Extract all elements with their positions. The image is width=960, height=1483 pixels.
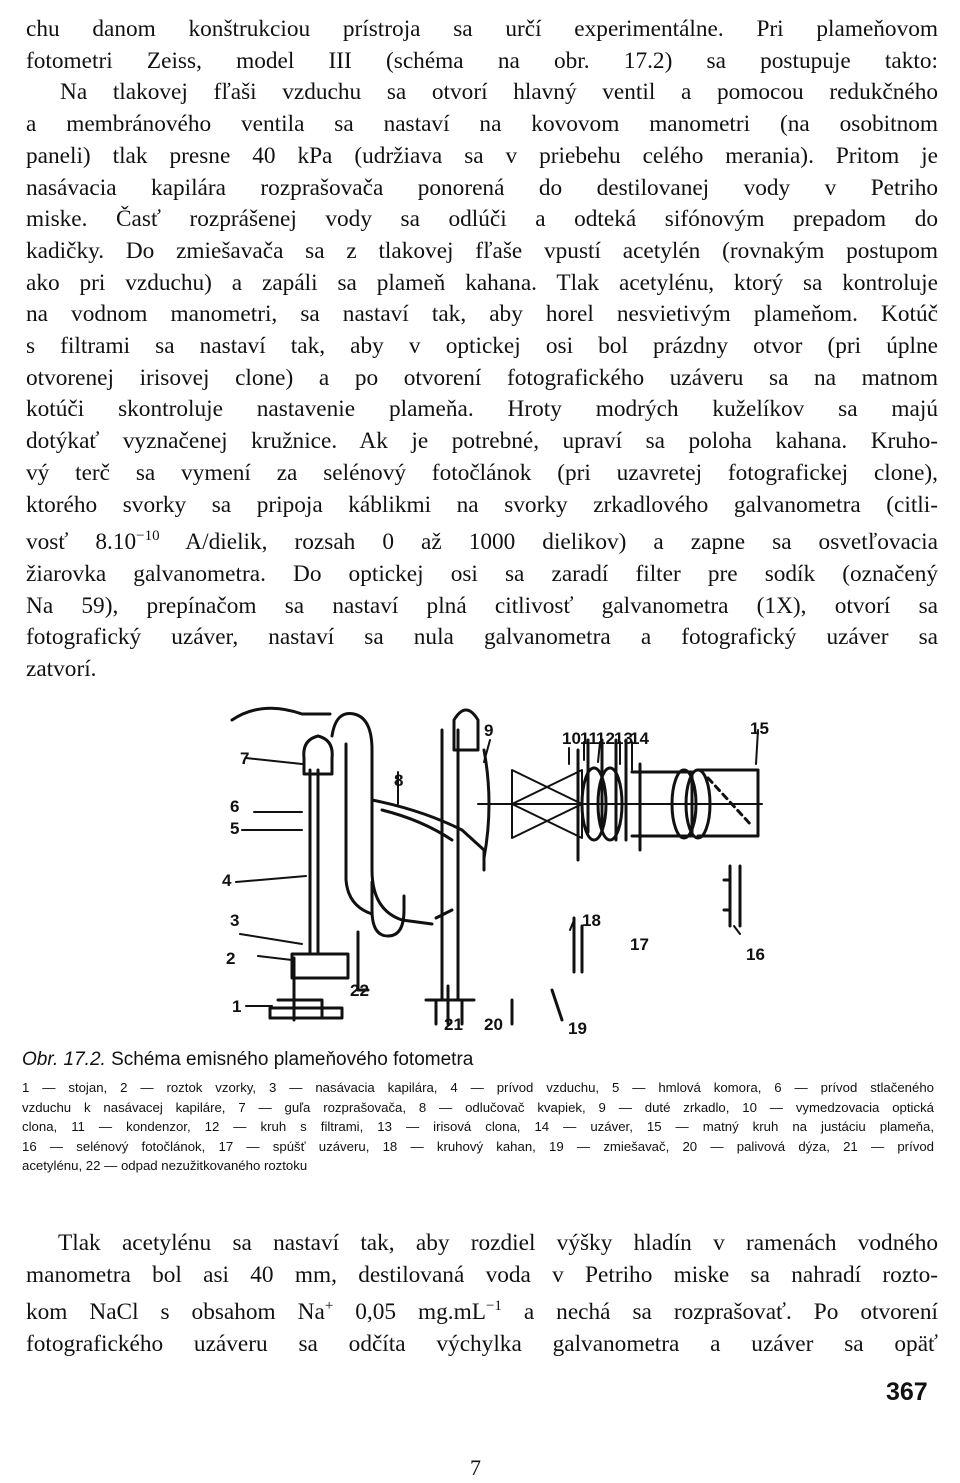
dashed-ray <box>708 778 752 826</box>
figure-label: 19 <box>568 1019 587 1038</box>
figure-label: 2 <box>226 949 236 968</box>
figure-label: 7 <box>240 749 250 768</box>
text-line: zatvorí. <box>26 656 97 683</box>
figure-label: 9 <box>484 721 494 740</box>
figure-label: 3 <box>230 911 240 930</box>
text-line: otvorenej irisovej clone) a po otvorení fotografického uzáveru sa na matnom <box>26 364 938 391</box>
sprayer-ball <box>304 736 332 774</box>
text-line: Na 59), prepínačom sa nastaví plná citlivosť galvanometra (1X), otvorí sa <box>26 592 938 619</box>
caption-legend-line: 16 — selénový fotočlánok, 17 — spúšť uzáveru, 18 — kruhový kahan, 19 — zmiešavač, 20 — palivová dýza, 21 — prívod <box>22 1138 934 1154</box>
figure-label: 18 <box>582 911 601 930</box>
body-paragraph-2 <box>26 1228 938 1361</box>
figure-label: 10 <box>562 729 581 748</box>
caption-title <box>22 1048 934 1072</box>
text-line: s filtrami sa nastaví tak, aby v optickej osi bol prázdny otvor (pri úplne <box>26 333 938 360</box>
text-line: na vodnom manometri, sa nastaví tak, aby horel nesvietivým plameňom. Kotúč <box>26 301 938 328</box>
caption-title-text: Schéma emisného plameňového fotometra <box>105 1049 474 1070</box>
separator <box>372 800 484 870</box>
text-line-with-superscripts <box>26 1291 938 1329</box>
burner-column <box>442 730 458 1000</box>
fog-chamber-inner <box>346 744 372 914</box>
text-line: fotometri Zeiss, model III (schéma na obr. 17.2) sa postupuje takto: <box>26 47 938 74</box>
figure-label: 5 <box>230 819 240 838</box>
caption-legend-line: vzduchu k nasávacej kapiláre, 7 — guľa rozprašovača, 8 — odlučovač kvapiek, 9 — duté zrkadlo, 10 — vymedzovacia optická <box>22 1099 934 1115</box>
superscript: −1 <box>485 1298 502 1315</box>
stand <box>270 958 342 1020</box>
figure-label: 12 <box>596 729 615 748</box>
caption-legend-line: acetylénu, 22 — odpad nezužitkovaného roztoku <box>22 1158 308 1173</box>
text-line: manometra bol asi 40 mm, destilovaná voda v Petriho miske sa nahradí rozto- <box>26 1261 938 1288</box>
text-line: ako pri vzduchu) a zapáli sa plameň kahana. Tlak acetylénu, ktorý sa kontroluje <box>26 269 938 296</box>
figure-label: 22 <box>350 981 369 1000</box>
sketch-line <box>232 708 330 720</box>
figure-label: 20 <box>484 1015 503 1034</box>
body-paragraph-1 <box>26 14 938 686</box>
figure-label: 21 <box>444 1015 463 1034</box>
text-line: fotografického uzáveru sa odčíta výchylka galvanometra a uzáver sa opäť <box>26 1331 938 1358</box>
siphon-tube <box>372 882 404 936</box>
figure-label: 6 <box>230 797 240 816</box>
figure-label: 13 <box>614 729 633 748</box>
figure-label: 11 <box>580 729 598 748</box>
caption-legend-line: clona, 11 — kondenzor, 12 — kruh s filtrami, 13 — irisová clona, 14 — uzáver, 15 — matný kruh na justáciu plameňa, <box>22 1119 934 1134</box>
text-line: kadičky. Do zmiešavača sa z tlakovej fľaše vpustí acetylén (rovnakým postupom <box>26 237 938 264</box>
text-fragment: vosť 8.10 <box>26 529 137 556</box>
text-line: dotýkať vyznačenej kružnice. Ak je potrebné, upraví sa poloha kahana. Kruho- <box>26 428 938 455</box>
caption-prefix: Obr. 17.2. <box>22 1049 106 1070</box>
page-number: 367 <box>886 1378 928 1406</box>
shutter-release <box>574 918 582 972</box>
text-line: nasávacia kapilára rozprašovača ponorená do destilovanej vody v Petriho <box>26 174 938 201</box>
photocell <box>724 866 740 926</box>
figure-label: 14 <box>630 729 649 748</box>
text-fragment: 0,05 mg.mL <box>333 1299 486 1326</box>
text-fragment: kom NaCl s obsahom Na <box>26 1299 325 1326</box>
text-fragment: A/dielik, rozsah 0 až 1000 dielikov) a zapne sa osvetľovacia <box>159 529 938 556</box>
figure-label: 15 <box>750 719 769 738</box>
figure-label: 17 <box>630 935 649 954</box>
sample-vessel <box>292 954 348 978</box>
text-line: chu danom konštrukciou prístroja sa určí experimentálne. Pri plameňovom <box>26 16 938 42</box>
text-line: Tlak acetylénu sa nastaví tak, aby rozdiel výšky hladín v ramenách vodného <box>58 1230 938 1256</box>
footer-number: 7 <box>470 1455 481 1480</box>
text-line: ktorého svorky sa pripoja káblikmi na svorky zrkadlového galvanometra (citli- <box>26 491 938 518</box>
text-line: miske. Časť rozprášenej vody sa odlúči a odteká sifónovým prepadom do <box>26 206 938 233</box>
text-fragment: a nechá sa rozprašovať. Po otvorení <box>501 1299 938 1326</box>
figure-label: 4 <box>222 871 232 890</box>
caption-legend-line: 1 — stojan, 2 — roztok vzorky, 3 — nasávacia kapilára, 4 — prívod vzduchu, 5 — hmlová komora, 6 — prívod stlačeného <box>22 1080 934 1095</box>
figure-caption <box>22 1048 934 1176</box>
text-line: vý terč sa vymení za selénový fotočlánok (pri uzavretej fotografickej clone), <box>26 459 938 486</box>
figure-label: 1 <box>232 997 242 1016</box>
photometer-schematic <box>222 700 782 1040</box>
text-line: a membránového ventila sa nastaví na kovovom manometri (na osobitnom <box>26 111 938 138</box>
text-line: žiarovka galvanometra. Do optickej osi sa zaradí filter pre sodík (označený <box>26 560 938 587</box>
capillary <box>310 770 318 954</box>
pipes <box>358 932 562 1024</box>
filter-plates <box>578 740 640 860</box>
figure-label: 16 <box>746 945 765 964</box>
superscript: + <box>324 1298 334 1315</box>
exponent: −10 <box>136 528 160 545</box>
figure-label: 8 <box>394 771 404 790</box>
text-line: paneli) tlak presne 40 kPa (udržiava sa v priebehu celého merania). Pritom je <box>26 142 938 169</box>
text-line: kotúči skontroluje nastavenie plameňa. Hroty modrých kuželíkov sa majú <box>26 396 938 423</box>
text-line: fotografický uzáver, nastaví sa nula galvanometra a fotografický uzáver sa <box>26 624 938 651</box>
text-line: Na tlakovej fľaši vzduchu sa otvorí hlavný ventil a pomocou redukčného <box>60 79 938 106</box>
text-line-with-exponent <box>26 521 938 559</box>
